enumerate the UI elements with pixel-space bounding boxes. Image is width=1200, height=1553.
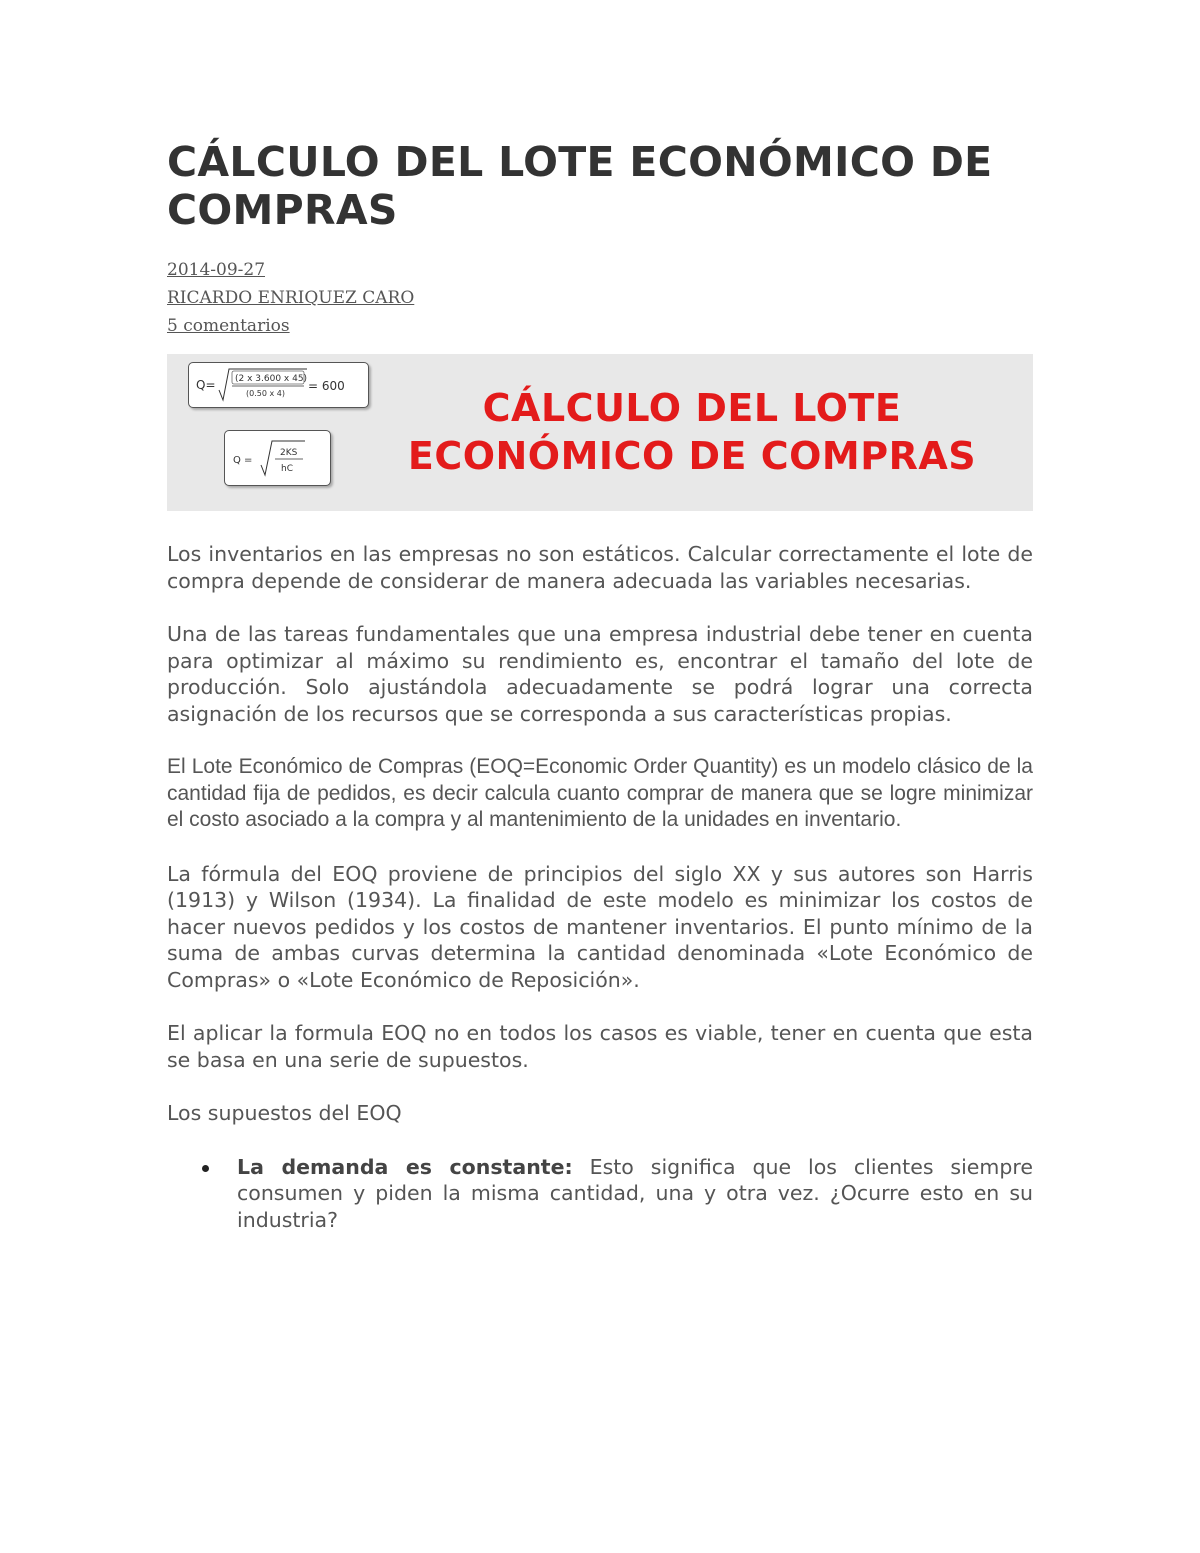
paragraph: El Lote Económico de Compras (EOQ=Economic Order Quantity) es un modelo clásico de la cantidad fija de pedidos, es decir calcula cuanto comprar de manera que se logre minimizar el costo asociado a la compra y al mantenimiento de la unidades en inventario.: [167, 755, 1033, 831]
list-item: [237, 1154, 1033, 1234]
banner-heading-line1: CÁLCULO DEL LOTE: [482, 386, 902, 430]
paragraph: Los inventarios en las empresas no son estáticos. Calcular correctamente el lote de compra depende de considerar de manera adecuada las variables necesarias.: [167, 542, 1033, 593]
formula2-numerator: 2KS: [280, 448, 298, 458]
formula2-denominator: hC: [281, 464, 293, 474]
post-date-link[interactable]: 2014-09-27: [167, 260, 266, 280]
banner-heading: [392, 384, 992, 480]
author-link[interactable]: RICARDO ENRIQUEZ CARO: [167, 288, 415, 308]
paragraph: Una de las tareas fundamentales que una empresa industrial debe tener en cuenta para optimizar al máximo su rendimiento es, encontrar el tamaño del lote de producción. Solo ajustándola adecuadamente se podrá lograr una correcta asignación de los recursos que se corresponda a sus características propias.: [167, 622, 1033, 726]
formula1-result: = 600: [308, 379, 345, 393]
page-title: CÁLCULO DEL LOTE ECONÓMICO DE COMPRAS: [167, 138, 993, 234]
post-meta: [167, 256, 1033, 340]
banner-heading-line2: ECONÓMICO DE COMPRAS: [407, 434, 977, 478]
article-body: [167, 541, 1033, 1233]
assumptions-list: [167, 1154, 1033, 1234]
formula1-numerator: (2 x 3.600 x 45): [235, 374, 308, 384]
header-banner-image: [167, 354, 1033, 511]
formula1-lhs: Q=: [196, 378, 216, 392]
formula1-denominator: (0.50 x 4): [246, 389, 285, 398]
list-item-text: Esto significa que los clientes siempre consumen y piden la misma cantidad, una y otra vez. ¿Ocurre esto en su industria?: [237, 1154, 1033, 1232]
eoq-formula-general: [224, 430, 331, 486]
section-label: Los supuestos del EOQ: [167, 1101, 402, 1125]
article: [167, 138, 1033, 1233]
comments-link[interactable]: 5 comentarios: [167, 316, 290, 336]
bullet-icon: [202, 1165, 209, 1172]
paragraph: El aplicar la formula EOQ no en todos los casos es viable, tener en cuenta que esta se basa en una serie de supuestos.: [167, 1021, 1033, 1072]
eoq-formula-general-graphic: [225, 431, 330, 485]
paragraph: La fórmula del EOQ proviene de principios del siglo XX y sus autores son Harris (1913) y Wilson (1934). La finalidad de este modelo es minimizar los costos de hacer nuevos pedidos y los costos de mantener inventarios. El punto mínimo de la suma de ambas curvas determina la cantidad denominada «Lote Económico de Compras» o «Lote Económico de Reposición».: [167, 861, 1033, 992]
eoq-formula-example-graphic: [189, 363, 368, 407]
eoq-formula-example: [188, 362, 369, 408]
list-item-heading: La demanda es constante:: [237, 1154, 573, 1179]
formula2-lhs: Q =: [233, 455, 253, 466]
